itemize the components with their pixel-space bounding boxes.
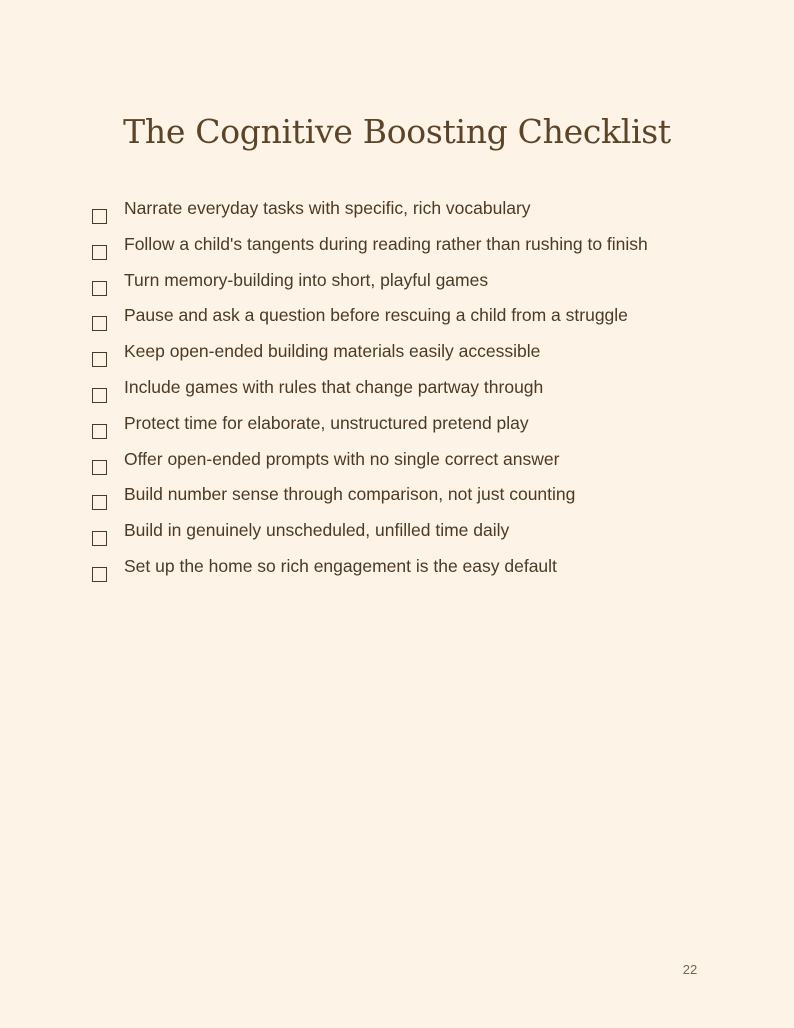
checklist-item-label: Build in genuinely unscheduled, unfilled time daily <box>124 520 510 541</box>
checkbox-empty-icon[interactable] <box>92 495 107 510</box>
checklist-item-label: Protect time for elaborate, unstructured pretend play <box>124 412 529 433</box>
checkbox-empty-icon[interactable] <box>92 424 107 439</box>
checklist-item-label: Offer open-ended prompts with no single correct answer <box>124 448 560 469</box>
checklist-item-label: Follow a child's tangents during reading rather than rushing to finish <box>124 233 648 254</box>
checkbox-empty-icon[interactable] <box>92 460 107 475</box>
checklist-item-label: Narrate everyday tasks with specific, rich vocabulary <box>124 198 531 218</box>
checklist-item <box>92 447 732 483</box>
checklist-item <box>92 339 732 375</box>
checklist-item-label: Build number sense through comparison, not just counting <box>124 484 576 505</box>
checklist-item <box>92 303 732 339</box>
checklist-item <box>92 196 732 232</box>
checklist-item-label: Pause and ask a question before rescuing a child from a struggle <box>124 305 628 326</box>
checkbox-empty-icon[interactable] <box>92 531 107 546</box>
checklist-item <box>92 554 732 590</box>
checklist-item-label: Turn memory-building into short, playful games <box>124 269 489 290</box>
checkbox-empty-icon[interactable] <box>92 352 107 367</box>
page-title: The Cognitive Boosting Checklist <box>123 112 671 151</box>
checkbox-empty-icon[interactable] <box>92 209 107 224</box>
checklist-item-label: Keep open-ended building materials easily accessible <box>124 341 541 362</box>
checklist-item <box>92 268 732 304</box>
checkbox-empty-icon[interactable] <box>92 245 107 260</box>
checklist-item <box>92 482 732 518</box>
checklist-item <box>92 518 732 554</box>
checkbox-empty-icon[interactable] <box>92 388 107 403</box>
checklist <box>92 196 732 590</box>
checklist-item <box>92 375 732 411</box>
checklist-item <box>92 232 732 268</box>
checkbox-empty-icon[interactable] <box>92 316 107 331</box>
page-number: 22 <box>682 962 698 977</box>
checkbox-empty-icon[interactable] <box>92 281 107 296</box>
checklist-item-label: Include games with rules that change partway through <box>124 376 544 397</box>
checkbox-empty-icon[interactable] <box>92 567 107 582</box>
checklist-item <box>92 411 732 447</box>
checklist-item-label: Set up the home so rich engagement is the easy default <box>124 555 557 576</box>
